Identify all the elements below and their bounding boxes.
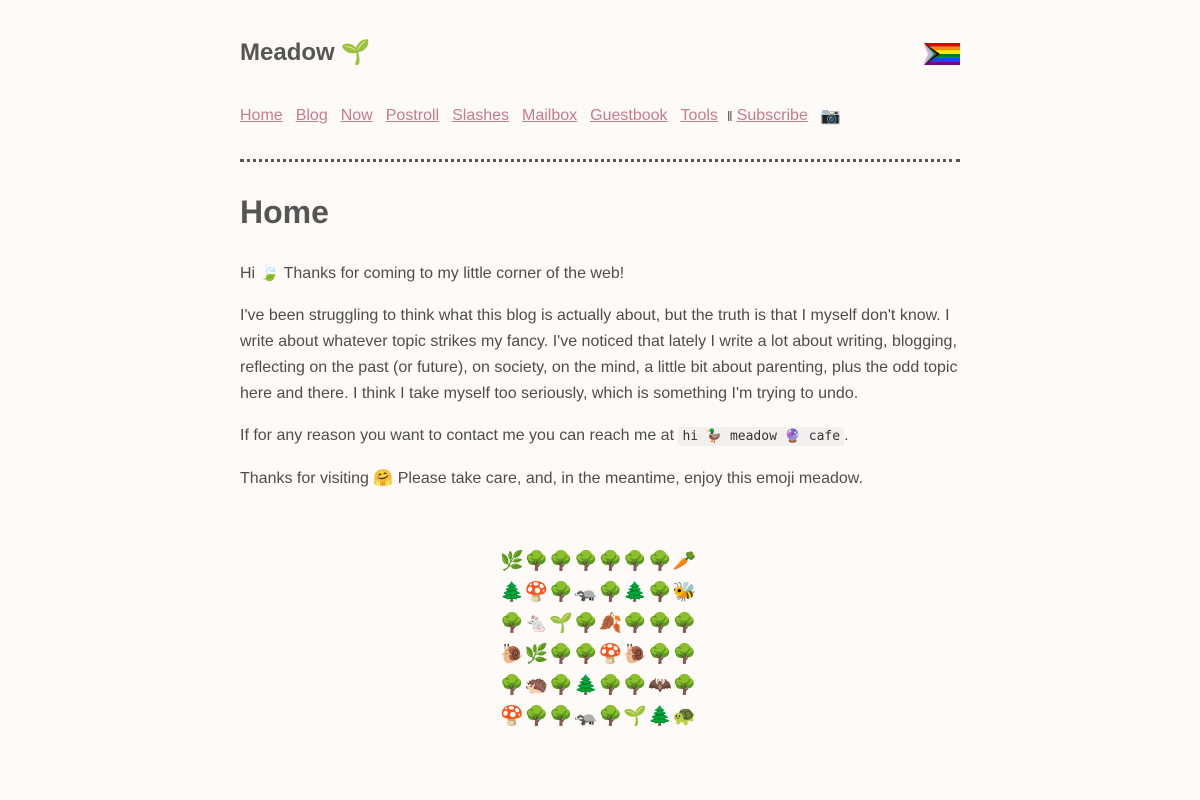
nav-now[interactable]: Now xyxy=(340,107,373,124)
nav-subscribe[interactable]: Subscribe xyxy=(736,107,808,124)
contact-email: hi 🦆 meadow 🔮 cafe xyxy=(678,427,844,446)
meadow-row: 🐌🌿🌳🌳🍄🐌🌳🌳 xyxy=(500,644,698,665)
meadow-row: 🌿🌳🌳🌳🌳🌳🌳🥕 xyxy=(500,551,698,572)
nav-slashes[interactable]: Slashes xyxy=(452,107,510,124)
meadow-row: 🌳🐁🌱🌳🍂🌳🌳🌳 xyxy=(500,613,698,634)
page-title: Home xyxy=(240,194,329,230)
nav-mailbox[interactable]: Mailbox xyxy=(522,107,578,124)
nav-guestbook[interactable]: Guestbook xyxy=(590,107,668,124)
meadow-row: 🌲🍄🌳🦡🌳🌲🌳🐝 xyxy=(500,582,698,603)
meadow-row: 🌳🦔🌳🌲🌳🌳🦇🌳 xyxy=(500,675,698,696)
nav-home[interactable]: Home xyxy=(240,107,283,124)
contact-paragraph xyxy=(240,423,960,450)
page-container xyxy=(240,0,960,727)
emoji-meadow xyxy=(500,546,700,732)
about-paragraph: I've been struggling to think what this blog is actually about, but the truth is that I myself don't know. I write about whatever topic strikes my fancy. I've noticed that lately I write a lot about writing, blogging, reflecting on the past (or future), on society, on the mind, a little bit about parenting, plus the odd topic here and there. I think I take myself too seriously, which is something I'm trying to undo. xyxy=(240,307,958,402)
meadow-row: 🍄🌳🌳🦡🌳🌱🌲🐢 xyxy=(500,706,698,727)
header-divider xyxy=(240,159,960,162)
nav-postroll[interactable]: Postroll xyxy=(385,107,440,124)
contact-suffix: . xyxy=(844,427,849,444)
contact-prefix: If for any reason you want to contact me you can reach me at xyxy=(240,427,679,444)
nav-separator: ‖ xyxy=(726,108,733,124)
site-header xyxy=(240,0,960,125)
progress-pride-flag-icon xyxy=(924,43,960,65)
thanks-paragraph: Thanks for visiting 🤗 Please take care, and, in the meantime, enjoy this emoji meadow. xyxy=(240,470,863,487)
nav-tools[interactable]: Tools xyxy=(680,107,718,124)
sprout-icon: 🌱 xyxy=(340,39,371,66)
intro-paragraph: Hi 🍃 Thanks for coming to my little corner of the web! xyxy=(240,265,625,282)
nav-blog[interactable]: Blog xyxy=(295,107,328,124)
camera-icon[interactable]: 📷 xyxy=(820,108,841,125)
main-nav xyxy=(240,106,841,126)
site-title-text: Meadow xyxy=(240,38,335,66)
site-title[interactable] xyxy=(240,38,371,67)
main-content xyxy=(240,186,960,732)
